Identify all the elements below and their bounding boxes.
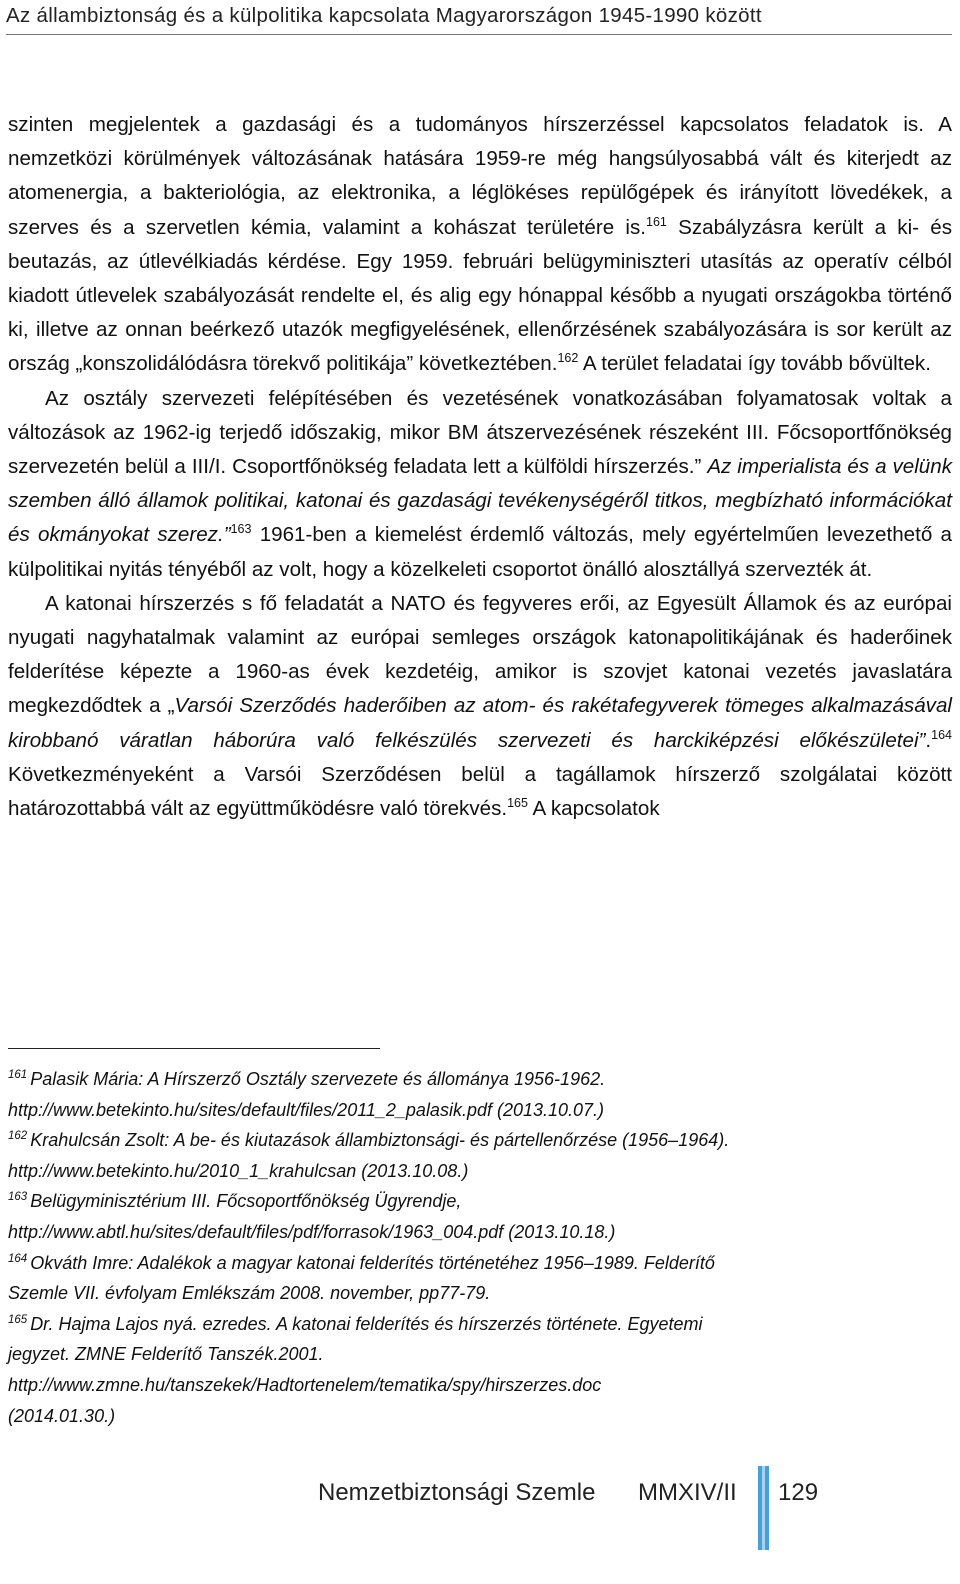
footnote-ref[interactable]: 162 bbox=[557, 351, 579, 366]
footnote-number: 163 bbox=[8, 1191, 28, 1204]
footnote-link[interactable]: http://www.betekinto.hu/2010_1_krahulcsan (2013.10.08.) bbox=[8, 1160, 469, 1181]
footnotes bbox=[8, 1064, 952, 1431]
running-header: Az állambiztonság és a külpolitika kapcsolata Magyarországon 1945-1990 között bbox=[6, 4, 762, 27]
footnote-link[interactable]: http://www.zmne.hu/tanszekek/Hadtortenelem/tematika/spy/hirszerzes.doc bbox=[8, 1374, 602, 1395]
body-text bbox=[8, 108, 952, 826]
footnote-ref[interactable]: 161 bbox=[646, 214, 667, 229]
footnote-separator bbox=[8, 1048, 380, 1049]
footnote-ref[interactable]: 163 bbox=[230, 522, 252, 537]
footnote: $^{162}$ Krahulcsán Zsolt: A be- és kiutazások állambiztonsági- és pártellenőrzése (1956–1964). http://www.betekinto.hu/2010_1_krahulcsan (2013.10.08.) bbox=[8, 1125, 952, 1186]
footnote: $^{161}$ Palasik Mária: A Hírszerző Osztály szervezete és állománya 1956-1962. http://www.betekinto.hu/sites/default/files/2011_2_palasik.pdf (2013.10.07.) bbox=[8, 1064, 952, 1125]
footnote-number: 161 bbox=[8, 1069, 28, 1081]
footnote: $^{165}$ Dr. Hajma Lajos nyá. ezredes. A katonai felderítés és hírszerzés története. Egyetemi jegyzet. ZMNE Felderítő Tanszék.2001. http://www.zmne.hu/tanszekek/Hadtortenelem/tematika/spy/hirszerzes.doc (2014.01.30.) bbox=[8, 1309, 952, 1431]
footnote-ref[interactable]: 165 bbox=[507, 796, 528, 811]
footer-issue: MMXIV/II bbox=[638, 1479, 737, 1506]
quotation: Az imperialista és a velünk szemben álló államok politikai, katonai és gazdasági tevékenységéről titkos, megbízható információkat és okmányokat szerez.” bbox=[8, 455, 952, 547]
paragraph: Az osztály szervezeti felépítésében és vezetésének vonatkozásában folyamatosak voltak a változások az 1962-ig terjedő időszakig, mikor BM átszervezésének részeként III. Főcsoportfőnökség szervezetén belül a III/I. Csoportfőnökség feladata lett a külföldi hírszerzés.” Az imperialista és a velünk szemben álló államok politikai, katonai és gazdasági tevékenységéről titkos, megbízható információkat és okmányokat szerez.”$^{163}$ 1961-ben a kiemelést érdemlő változás, mely egyértelműen levezethető a külpolitikai nyitás tényéből az volt, hogy a közelkeleti csoportot önálló alosztállyá szervezték át. bbox=[8, 386, 952, 581]
footnote-ref[interactable]: 164 bbox=[931, 727, 952, 742]
quotation: Varsói Szerződés haderőiben az atom- és rakétafegyverek tömeges alkalmazásával kirobbanó váratlan háborúra való felkészülés szervezeti és harckiképzési előkészületei” bbox=[8, 694, 953, 752]
footer-divider-bars bbox=[758, 1466, 770, 1550]
paragraph: szinten megjelentek a gazdasági és a tudományos hírszerzéssel kapcsolatos feladatok is. A nemzetközi körülmények változásának hatására 1959-re még hangsúlyosabbá vált és kiterjedt az atomenergia, a bakteriológia, az elektronika, a léglökéses repülőgépek és irányított lövedékek, a szerves és a szervetlen kémia, valamint a kohászat területére is.$^{161}$ Szabályzásra került a ki- és beutazás, az útlevélkiadás kérdése. Egy 1959. februári belügyminiszteri utasítás az operatív célból kiadott útlevelek szabályozását rendelte el, és alig egy hónappal később a nyugati országokba történő ki, illetve az onnan beérkező utazók megfigyelésének, ellenőrzésének szabályozására is sor került az ország „konszolidálódásra törekvő politikája” következtében.$^{162}$ A terület feladatai így tovább bővültek. bbox=[8, 113, 952, 376]
footnote: $^{163}$ Belügyminisztérium III. Főcsoportfőnökség Ügyrendje, http://www.abtl.hu/sites/default/files/pdf/forrasok/1963_004.pdf (2013.10.18.) bbox=[8, 1186, 952, 1247]
header-rule bbox=[6, 34, 952, 35]
footnote-link[interactable]: http://www.abtl.hu/sites/default/files/pdf/forrasok/1963_004.pdf (2013.10.18.) bbox=[8, 1221, 616, 1242]
footnote-number: 165 bbox=[8, 1313, 28, 1326]
page-number: 129 bbox=[778, 1479, 819, 1506]
footnote-link[interactable]: http://www.betekinto.hu/sites/default/files/2011_2_palasik.pdf (2013.10.07.) bbox=[8, 1099, 605, 1120]
footnote: $^{164}$ Okváth Imre: Adalékok a magyar katonai felderítés történetéhez 1956–1989. Felderítő Szemle VII. évfolyam Emlékszám 2008. november, pp77-79. bbox=[8, 1252, 715, 1304]
footer-bar bbox=[765, 1466, 769, 1550]
footer-journal-name: Nemzetbiztonsági Szemle bbox=[318, 1479, 596, 1506]
footnote-number: 162 bbox=[8, 1130, 28, 1143]
paragraph: A katonai hírszerzés s fő feladatát a NATO és fegyveres erői, az Egyesült Államok és az európai nyugati nagyhatalmak valamint az európai semleges országok katonapolitikájának és haderőinek felderítése képezte a 1960-as évek kezdetéig, amikor is szovjet katonai vezetés javaslatára megkezdődtek a „Varsói Szerződés haderőiben az atom- és rakétafegyverek tömeges alkalmazásával kirobbanó váratlan háborúra való felkészülés szervezeti és harckiképzési előkészületei”.$^{164}$ Következményeként a Varsói Szerződésen belül a tagállamok hírszerző szolgálatai között határozottabbá vált az együttműködésre való törekvés.$^{165}$ A kapcsolatok bbox=[8, 591, 953, 821]
footnote-number: 164 bbox=[8, 1252, 28, 1265]
